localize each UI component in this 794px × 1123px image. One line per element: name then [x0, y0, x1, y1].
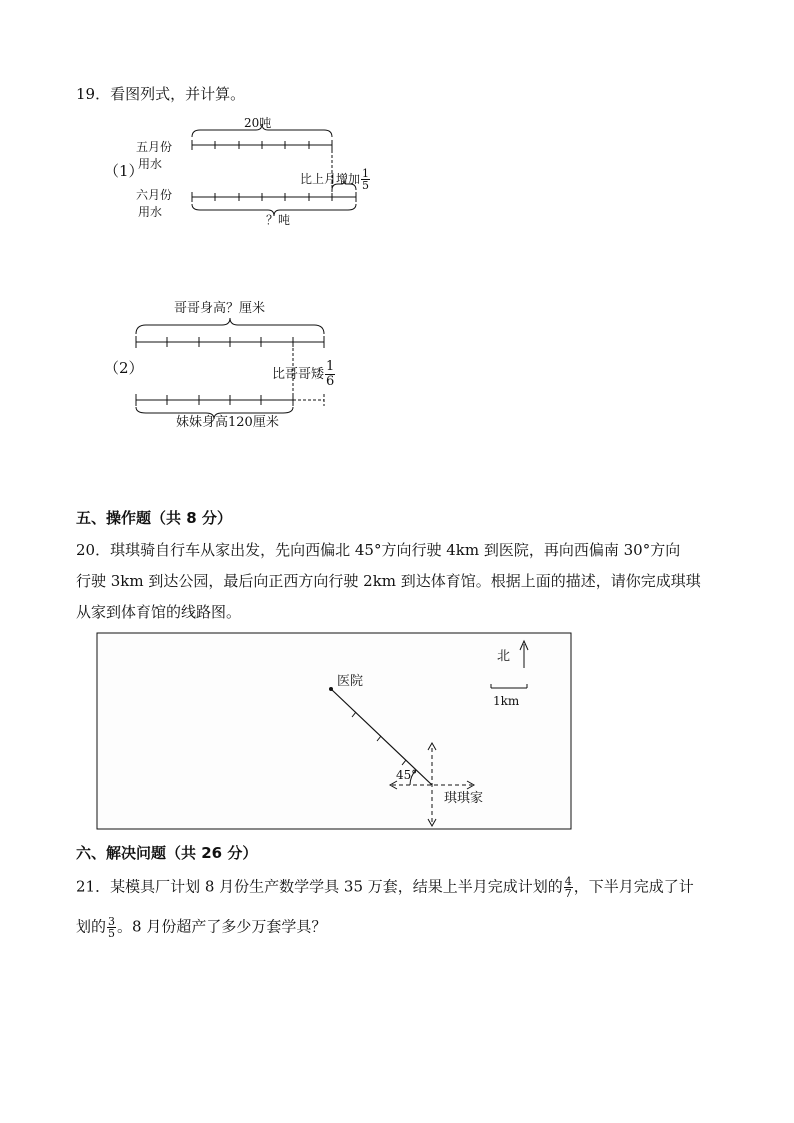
may-top-brace [192, 124, 332, 137]
angle-label: 45° [396, 768, 418, 782]
may-label-line2: 用水 [138, 157, 163, 171]
hospital-point [329, 687, 333, 691]
increase-brace [332, 180, 356, 190]
compare-shorter-label: 比哥哥矮 $\frac{1}{6}$ [272, 359, 335, 389]
section-5-heading: 五、操作题（共 8 分） [76, 509, 232, 527]
north-label: 北 [497, 649, 511, 664]
part1-label: （1） [104, 162, 144, 180]
brother-top-brace [136, 318, 324, 334]
hospital-label: 医院 [337, 674, 364, 689]
question-20-line2: 行驶 3km 到达公园，最后向正西方向行驶 2km 到达体育馆。根据上面的描述，请你完成琪琪 [76, 572, 701, 590]
question-21-line2: 划的 $\frac{3}{5}$ 。8 月份超产了多少万套学具？ [76, 915, 327, 940]
question-21-line1: 21．某模具厂计划 8 月份生产数学学具 35 万套，结果上半月完成计划的 $\frac{4}{7}$ ，下半月完成了计 [76, 875, 694, 900]
june-amount-label: ？吨 [266, 213, 291, 227]
brother-height-label: 哥哥身高？厘米 [174, 301, 266, 316]
may-label-line1: 五月份 [136, 140, 173, 154]
question-19-title: 19．看图列式，并计算。 [76, 85, 246, 103]
june-label-line1: 六月份 [136, 188, 173, 202]
question-20-line1: 20．琪琪骑自行车从家出发，先向西偏北 45°方向行驶 4km 到医院，再向西偏南 30°方向 [76, 541, 681, 559]
compare-increase-label: 比上月增加 $\frac{1}{5}$ [300, 167, 370, 192]
may-amount-label: 20吨 [244, 116, 272, 130]
part2-label: （2） [104, 359, 144, 377]
section-6-heading: 六、解决问题（共 26 分） [76, 844, 258, 862]
june-bottom-brace [192, 204, 356, 216]
sister-height-label: 妹妹身高120厘米 [176, 415, 279, 430]
scale-label: 1km [493, 694, 520, 708]
june-bar [192, 150, 356, 216]
june-label-line2: 用水 [138, 205, 163, 219]
may-bar [192, 124, 332, 150]
question-20-line3: 从家到体育馆的线路图。 [76, 603, 242, 621]
home-label: 琪琪家 [444, 791, 484, 806]
